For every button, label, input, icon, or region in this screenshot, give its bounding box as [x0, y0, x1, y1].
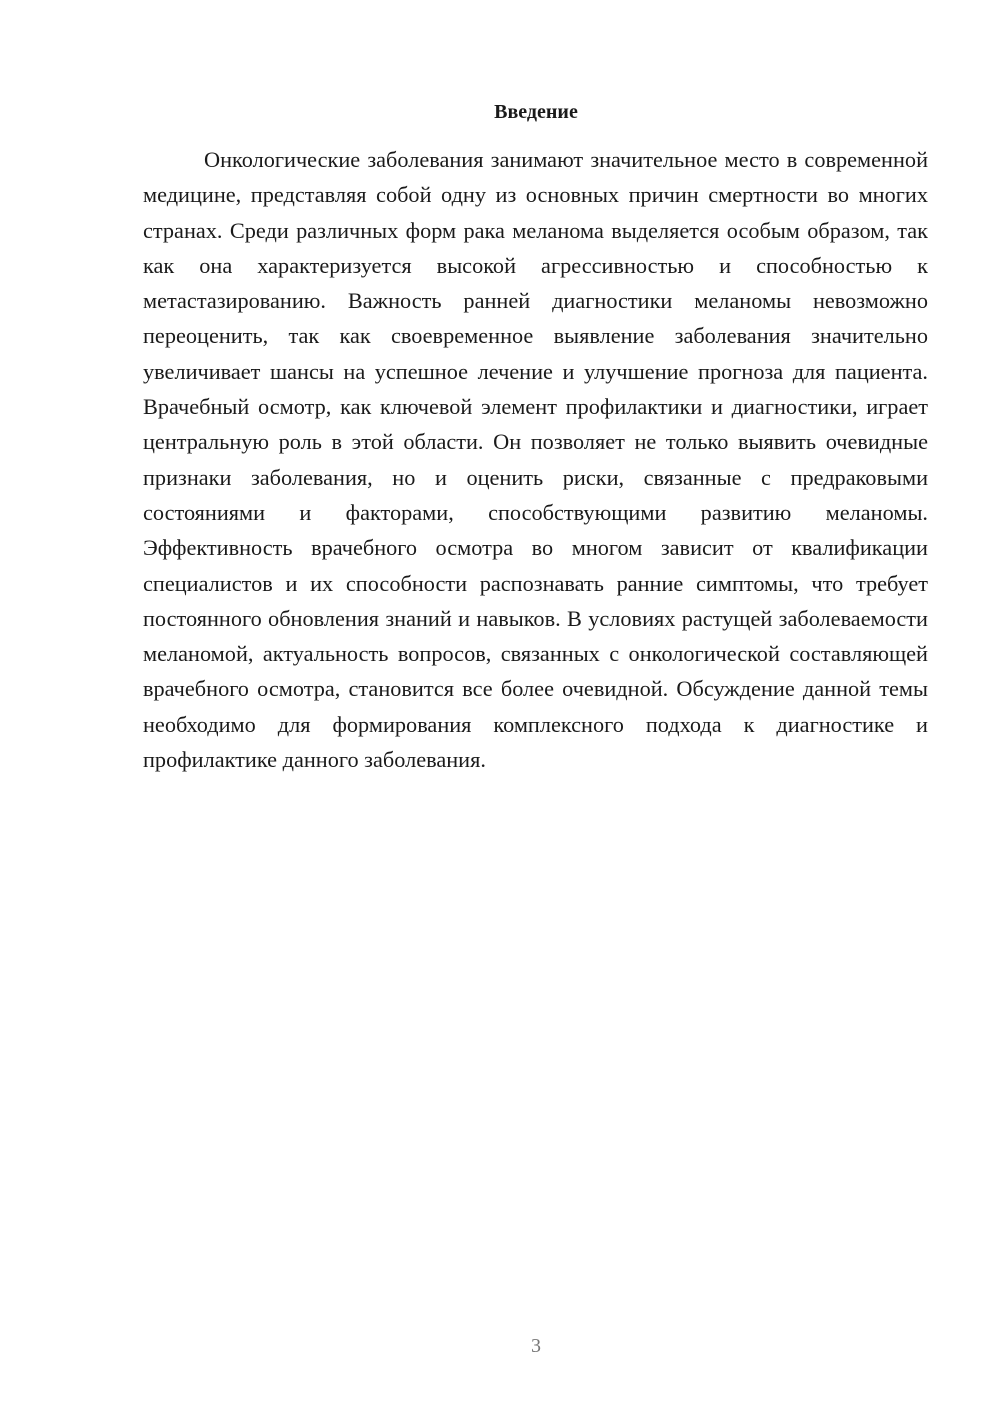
page-number: 3 — [531, 1335, 541, 1357]
body-paragraph: Онкологические заболевания занимают значительное место в современной медицине, представляя собой одну из основных причин смертности во многих странах. Среди различных форм рака меланома выделяется особым образом, так как она характеризуется высокой агрессивностью и способностью к метастазированию. Важность ранней диагностики меланомы невозможно переоценить, так как своевременное выявление заболевания значительно увеличивает шансы на успешное лечение и улучшение прогноза для пациента. Врачебный осмотр, как ключевой элемент профилактики и диагностики, играет центральную роль в этой области. Он позволяет не только выявить очевидные признаки заболевания, но и оценить риски, связанные с предраковыми состояниями и факторами, способствующими развитию меланомы. Эффективность врачебного осмотра во многом зависит от квалификации специалистов и их способности распознавать ранние симптомы, что требует постоянного обновления знаний и навыков. В условиях растущей заболеваемости меланомой, актуальность вопросов, связанных с онкологической составляющей врачебного осмотра, становится все более очевидной. Обсуждение данной темы необходимо для формирования комплексного подхода к диагностике и профилактике данного заболевания. — [143, 147, 928, 773]
section-title: Введение — [494, 101, 578, 123]
